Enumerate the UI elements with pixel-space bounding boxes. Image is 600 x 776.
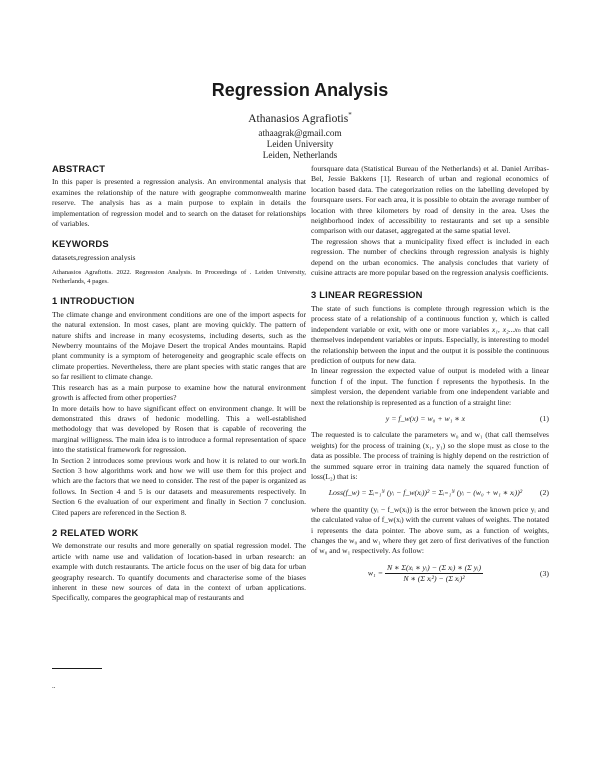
equation-3-numerator: N ∗ Σ(xᵢ ∗ yᵢ) − (Σ xᵢ) ∗ (Σ yᵢ) [385,563,483,574]
author-mark: * [348,111,352,119]
related-work-heading: 2 RELATED WORK [52,526,139,538]
equation-2-body [311,488,540,498]
equation-3 [311,563,549,585]
equation-3-denominator: N ∗ (Σ xᵢ²) − (Σ xᵢ)² [403,574,465,584]
footnote-mark: .. [52,682,56,690]
linear-p1-vars: x₁, x₂...xₙ [491,324,521,334]
page-title: Regression Analysis [211,80,389,100]
author-location: Leiden, Netherlands [262,150,338,160]
keywords-text: datasets,regression analysis [52,252,136,262]
equation-1-number: (1) [539,413,549,423]
related-paragraph-1: We demonstrate our results and more generally on spatial regression model. The article with name use and validation of location-based in urban research: an example with dutch restaurants. The article focus on the user of big data for urban geography research. To quantify documents and characterise some of the biases inherent in these new sources of data in the context of urban applications. Specifically, compares the geographical map of restaurants and [52,541,306,603]
equation-3-body [311,563,540,585]
right-paragraph-1: foursquare data (Statistical Bureau of the Netherlands) et al. Daniel Arribas-Bel, Jessie Bakkens [1]. Research of urban and regional economics of location based data. The categorization relies on the labelling developed by foursquare users. For each area, it is possible to obtain the average number of location with three kilometers by road of density in the area. Uses the neighborhood index of accessibility to restaurants and set up a sensible comparison with our dataset, aggregated at the same spatial level. [311,164,549,236]
equation-2 [311,488,549,498]
left-column [52,164,306,604]
footnote-rule [52,668,102,669]
intro-paragraph-2: This research has as a main purpose to examine how the natural environment growth is affected from other properties? [52,382,306,403]
linear-paragraph-1 [311,304,549,366]
author-text: Athanasios Agrafiotis [248,112,349,125]
author-name [0,111,600,125]
introduction-heading: 1 INTRODUCTION [52,295,135,307]
linear-paragraph-3: The requested is to calculate the parameters w₀ and w₁ (that call themselves weights) for the process of training (x₁, y₁) so the slope must as close to the data as possible. The process of training is highly depend on the restriction of the summed square error in training data namely the squared function of loss(L₂) that is: [311,430,549,481]
linear-p1-b: that call themselves independent variables or inputs. Especially, is interesting to model the relationship between the input and the output it is possible the continuous prediction of outputs for new data. [311,324,549,365]
keywords-heading: KEYWORDS [52,238,109,250]
linear-paragraph-4: where the quantity (yᵢ − f_w(xᵢ)) is the error between the known price yᵢ and the calculated value of f_w(xᵢ) with the current values of weights. The notated i represents the data pointer. The above sum, as a function of weights, changes the w₀ and w₁ where they get zero of first derivatives of the function of w₀ and w₁ respectively. As follow: [311,504,549,556]
equation-1 [311,414,549,424]
author-email: athaagrak@gmail.com [258,128,342,138]
right-paragraph-2: The regression shows that a municipality fixed effect is included in each regression. The number of checkins through regression analysis is highly depend on the urban economics. The analysis concludes that variety of cuisine attracts are more popular based on the regression analysis coefficients. [311,236,549,278]
equation-2-number: (2) [539,488,549,498]
equation-3-fraction [385,563,483,585]
equation-3-number: (3) [539,568,549,578]
abstract-text: In this paper is presented a regression analysis. An environmental analysis that examines the relationship of the nature with geographe commonwealth marine reserve. The analysis has as a main purpose to explain in details the implementation of regression model and to search on the dataset for relationships of variables. [52,177,306,229]
linear-regression-heading: 3 LINEAR REGRESSION [311,289,423,301]
equation-3-lhs: w₁ = [367,568,385,578]
intro-paragraph-3: In more details how to have significant effect on environment change. It will be demonstrated this draws of hedonic modelling. This a well-established methodology that was developed by Rosen that is capable of recovering the marginal willigness. The main idea is to introduce a formal representation of space into the statistical framework for regression. [52,403,306,455]
right-column [311,164,549,591]
abstract-heading: ABSTRACT [52,163,106,174]
intro-paragraph-1: The climate change and environment conditions are one of the import aspects for the natural extension. In most cases, plant are moving quickly. The pattern of nature shifts and increase in many ecosystems, including deserts, such as the Newberry mountains of the Mojave Desert the tropical Andes mountains. Rapid plant community is a symptom of heterogeneity and geographic scale effects on climate properties. Nevertheless, there are plant species with static ranges that are so far resilient to climate change. [52,309,306,382]
intro-paragraph-4: In Section 2 introduces some previous work and how it is related to our work.In Section 3 how algorithms work and how we will use them for this project and which are the factors that we need to consider. The rest of the paper is organized as follows. In Section 4 and 5 is our datasets and measurements respectively. In Section 6 the evaluation of our experiment and finally in Section 7 conclusion. Cited papers are referenced in the Section 8. [52,455,306,517]
reference-format: Athanasios Agrafiotis. 2022. Regression Analysis. In Proceedings of . Leiden University, Netherlands, 4 pages. [52,269,306,285]
equation-1-body: y = f_w(x) = w₀ + w₁ ∗ x [385,413,466,423]
equation-2-lhs: Loss(f_w) = [328,488,369,498]
linear-paragraph-2: In linear regression the expected value of output is modeled with a linear function f of the input. The function f represents the hypothesis. In the simplest version, the dependent variable from one independent variable and next the relationship is represented as a function of a straight line: [311,366,549,407]
equation-2-rhs: Σᵢ₌₁ᴺ (yᵢ − f_w(xᵢ))² = Σᵢ₌₁ᴺ (yᵢ − (w₀ + w₁ ∗ xᵢ))² [368,488,523,498]
author-university: Leiden University [266,139,334,149]
linear-p1-a: The state of such functions is complete through regression which is the process state of a relationship of a continuous function y, which is called independent variable or exit, with one or more variables [311,303,549,334]
